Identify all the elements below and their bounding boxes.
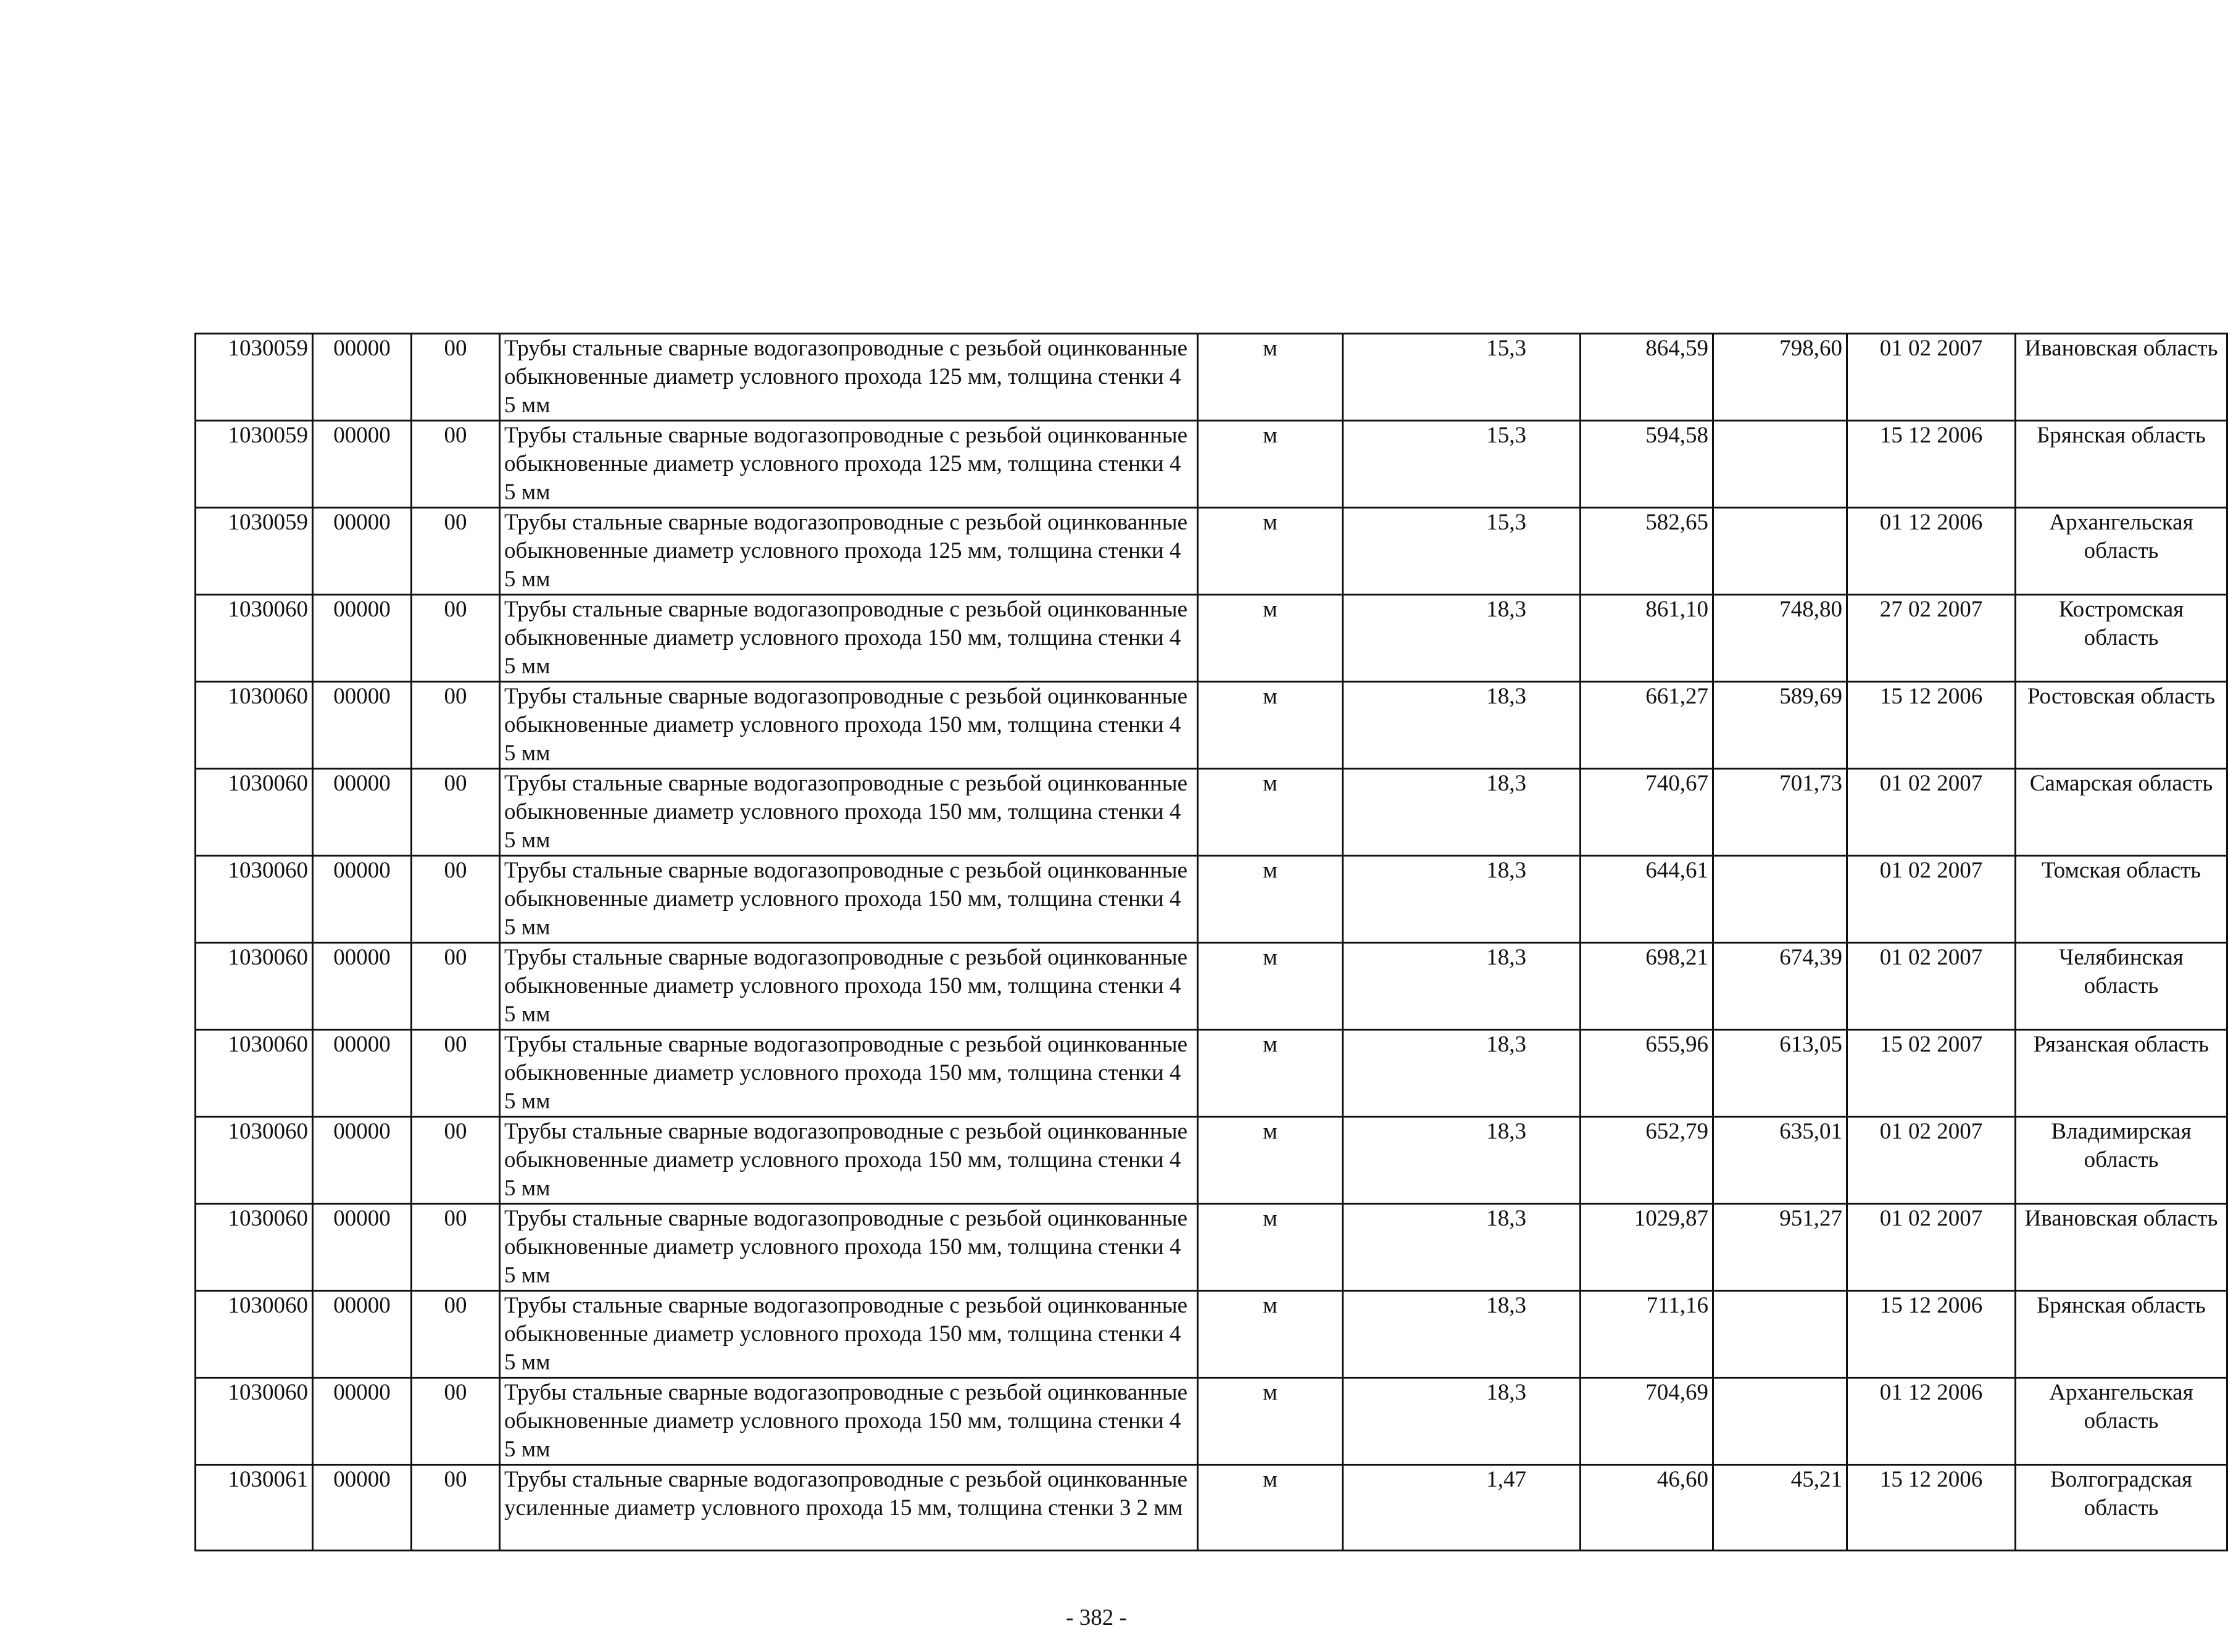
- table-row: [196, 1030, 2227, 1117]
- price-table-body: [196, 334, 2227, 1551]
- item-code-cell: 1030060: [196, 856, 313, 943]
- unit-cell: м: [1198, 1378, 1343, 1465]
- index-cell: 00: [412, 769, 500, 856]
- sub-code-cell: 00000: [313, 1030, 412, 1117]
- unit-cell: м: [1198, 1204, 1343, 1291]
- quantity-cell: 18,3: [1343, 1378, 1581, 1465]
- price-cell: 711,16: [1581, 1291, 1713, 1378]
- price-alt-cell: [1713, 421, 1847, 508]
- table-row: [196, 1204, 2227, 1291]
- sub-code-cell: 00000: [313, 334, 412, 421]
- price-cell: 740,67: [1581, 769, 1713, 856]
- table-row: [196, 943, 2227, 1030]
- price-alt-cell: 635,01: [1713, 1117, 1847, 1204]
- date-cell: 27 02 2007: [1847, 595, 2016, 682]
- table-row: [196, 856, 2227, 943]
- region-cell: Архангельская область: [2016, 1378, 2227, 1465]
- unit-cell: м: [1198, 1030, 1343, 1117]
- item-code-cell: 1030060: [196, 1291, 313, 1378]
- item-code-cell: 1030060: [196, 682, 313, 769]
- region-cell: Челябинская область: [2016, 943, 2227, 1030]
- date-cell: 15 12 2006: [1847, 1291, 2016, 1378]
- item-code-cell: 1030060: [196, 1204, 313, 1291]
- description-cell: Трубы стальные сварные водогазопроводные с резьбой оцинкованные обыкновенные диаметр условного прохода 150 мм, толщина стенки 4 5 мм: [500, 682, 1198, 769]
- unit-cell: м: [1198, 1291, 1343, 1378]
- quantity-cell: 18,3: [1343, 769, 1581, 856]
- region-cell: Рязанская область: [2016, 1030, 2227, 1117]
- description-cell: Трубы стальные сварные водогазопроводные с резьбой оцинкованные обыкновенные диаметр условного прохода 150 мм, толщина стенки 4 5 мм: [500, 1117, 1198, 1204]
- table-row: [196, 769, 2227, 856]
- price-cell: 864,59: [1581, 334, 1713, 421]
- date-cell: 15 02 2007: [1847, 1030, 2016, 1117]
- date-cell: 15 12 2006: [1847, 421, 2016, 508]
- quantity-cell: 15,3: [1343, 334, 1581, 421]
- sub-code-cell: 00000: [313, 1204, 412, 1291]
- quantity-cell: 18,3: [1343, 943, 1581, 1030]
- price-alt-cell: 951,27: [1713, 1204, 1847, 1291]
- item-code-cell: 1030060: [196, 1030, 313, 1117]
- price-cell: 582,65: [1581, 508, 1713, 595]
- price-cell: 861,10: [1581, 595, 1713, 682]
- item-code-cell: 1030060: [196, 1117, 313, 1204]
- item-code-cell: 1030061: [196, 1465, 313, 1551]
- table-row: [196, 1378, 2227, 1465]
- table-row: [196, 595, 2227, 682]
- index-cell: 00: [412, 1030, 500, 1117]
- sub-code-cell: 00000: [313, 1378, 412, 1465]
- price-cell: 661,27: [1581, 682, 1713, 769]
- price-alt-cell: 798,60: [1713, 334, 1847, 421]
- description-cell: Трубы стальные сварные водогазопроводные с резьбой оцинкованные обыкновенные диаметр условного прохода 150 мм, толщина стенки 4 5 мм: [500, 856, 1198, 943]
- description-cell: Трубы стальные сварные водогазопроводные с резьбой оцинкованные обыкновенные диаметр условного прохода 150 мм, толщина стенки 4 5 мм: [500, 1291, 1198, 1378]
- index-cell: 00: [412, 682, 500, 769]
- index-cell: 00: [412, 508, 500, 595]
- price-alt-cell: 748,80: [1713, 595, 1847, 682]
- price-table: [194, 333, 2228, 1551]
- date-cell: 15 12 2006: [1847, 1465, 2016, 1551]
- quantity-cell: 18,3: [1343, 1204, 1581, 1291]
- table-row: [196, 508, 2227, 595]
- unit-cell: м: [1198, 421, 1343, 508]
- table-row: [196, 682, 2227, 769]
- index-cell: 00: [412, 1204, 500, 1291]
- price-cell: 644,61: [1581, 856, 1713, 943]
- quantity-cell: 1,47: [1343, 1465, 1581, 1551]
- index-cell: 00: [412, 1291, 500, 1378]
- quantity-cell: 18,3: [1343, 682, 1581, 769]
- index-cell: 00: [412, 943, 500, 1030]
- description-cell: Трубы стальные сварные водогазопроводные с резьбой оцинкованные обыкновенные диаметр условного прохода 125 мм, толщина стенки 4 5 мм: [500, 334, 1198, 421]
- unit-cell: м: [1198, 508, 1343, 595]
- sub-code-cell: 00000: [313, 1291, 412, 1378]
- price-cell: 655,96: [1581, 1030, 1713, 1117]
- item-code-cell: 1030060: [196, 595, 313, 682]
- region-cell: Самарская область: [2016, 769, 2227, 856]
- sub-code-cell: 00000: [313, 1465, 412, 1551]
- sub-code-cell: 00000: [313, 1117, 412, 1204]
- date-cell: 01 12 2006: [1847, 1378, 2016, 1465]
- unit-cell: м: [1198, 1465, 1343, 1551]
- price-alt-cell: 45,21: [1713, 1465, 1847, 1551]
- date-cell: 01 02 2007: [1847, 943, 2016, 1030]
- sub-code-cell: 00000: [313, 682, 412, 769]
- index-cell: 00: [412, 856, 500, 943]
- date-cell: 01 02 2007: [1847, 1117, 2016, 1204]
- date-cell: 15 12 2006: [1847, 682, 2016, 769]
- description-cell: Трубы стальные сварные водогазопроводные с резьбой оцинкованные обыкновенные диаметр условного прохода 150 мм, толщина стенки 4 5 мм: [500, 1204, 1198, 1291]
- date-cell: 01 02 2007: [1847, 856, 2016, 943]
- price-alt-cell: 674,39: [1713, 943, 1847, 1030]
- region-cell: Архангельская область: [2016, 508, 2227, 595]
- table-row: [196, 1465, 2227, 1551]
- sub-code-cell: 00000: [313, 421, 412, 508]
- sub-code-cell: 00000: [313, 943, 412, 1030]
- quantity-cell: 18,3: [1343, 1291, 1581, 1378]
- index-cell: 00: [412, 421, 500, 508]
- region-cell: Ростовская область: [2016, 682, 2227, 769]
- price-cell: 46,60: [1581, 1465, 1713, 1551]
- quantity-cell: 15,3: [1343, 421, 1581, 508]
- description-cell: Трубы стальные сварные водогазопроводные с резьбой оцинкованные обыкновенные диаметр условного прохода 125 мм, толщина стенки 4 5 мм: [500, 421, 1198, 508]
- price-cell: 1029,87: [1581, 1204, 1713, 1291]
- region-cell: Томская область: [2016, 856, 2227, 943]
- index-cell: 00: [412, 334, 500, 421]
- price-alt-cell: [1713, 1378, 1847, 1465]
- quantity-cell: 18,3: [1343, 1117, 1581, 1204]
- index-cell: 00: [412, 595, 500, 682]
- table-row: [196, 1291, 2227, 1378]
- description-cell: Трубы стальные сварные водогазопроводные с резьбой оцинкованные обыкновенные диаметр условного прохода 150 мм, толщина стенки 4 5 мм: [500, 943, 1198, 1030]
- item-code-cell: 1030060: [196, 1378, 313, 1465]
- sub-code-cell: 00000: [313, 595, 412, 682]
- date-cell: 01 02 2007: [1847, 334, 2016, 421]
- item-code-cell: 1030059: [196, 508, 313, 595]
- index-cell: 00: [412, 1117, 500, 1204]
- item-code-cell: 1030059: [196, 334, 313, 421]
- unit-cell: м: [1198, 682, 1343, 769]
- description-cell: Трубы стальные сварные водогазопроводные с резьбой оцинкованные обыкновенные диаметр условного прохода 150 мм, толщина стенки 4 5 мм: [500, 1030, 1198, 1117]
- region-cell: Костромская область: [2016, 595, 2227, 682]
- description-cell: Трубы стальные сварные водогазопроводные с резьбой оцинкованные обыкновенные диаметр условного прохода 150 мм, толщина стенки 4 5 мм: [500, 595, 1198, 682]
- unit-cell: м: [1198, 1117, 1343, 1204]
- price-alt-cell: 589,69: [1713, 682, 1847, 769]
- table-row: [196, 1117, 2227, 1204]
- date-cell: 01 12 2006: [1847, 508, 2016, 595]
- price-alt-cell: 701,73: [1713, 769, 1847, 856]
- price-alt-cell: [1713, 856, 1847, 943]
- unit-cell: м: [1198, 334, 1343, 421]
- table-row: [196, 334, 2227, 421]
- price-cell: 652,79: [1581, 1117, 1713, 1204]
- item-code-cell: 1030059: [196, 421, 313, 508]
- index-cell: 00: [412, 1378, 500, 1465]
- quantity-cell: 18,3: [1343, 856, 1581, 943]
- price-alt-cell: 613,05: [1713, 1030, 1847, 1117]
- region-cell: Волгоградская область: [2016, 1465, 2227, 1551]
- quantity-cell: 18,3: [1343, 595, 1581, 682]
- region-cell: Брянская область: [2016, 421, 2227, 508]
- region-cell: Ивановская область: [2016, 1204, 2227, 1291]
- unit-cell: м: [1198, 856, 1343, 943]
- price-alt-cell: [1713, 508, 1847, 595]
- sub-code-cell: 00000: [313, 856, 412, 943]
- quantity-cell: 15,3: [1343, 508, 1581, 595]
- table-row: [196, 421, 2227, 508]
- region-cell: Ивановская область: [2016, 334, 2227, 421]
- sub-code-cell: 00000: [313, 769, 412, 856]
- item-code-cell: 1030060: [196, 943, 313, 1030]
- description-cell: Трубы стальные сварные водогазопроводные с резьбой оцинкованные обыкновенные диаметр условного прохода 150 мм, толщина стенки 4 5 мм: [500, 1378, 1198, 1465]
- unit-cell: м: [1198, 943, 1343, 1030]
- price-cell: 698,21: [1581, 943, 1713, 1030]
- description-cell: Трубы стальные сварные водогазопроводные с резьбой оцинкованные усиленные диаметр условного прохода 15 мм, толщина стенки 3 2 мм: [500, 1465, 1198, 1551]
- description-cell: Трубы стальные сварные водогазопроводные с резьбой оцинкованные обыкновенные диаметр условного прохода 125 мм, толщина стенки 4 5 мм: [500, 508, 1198, 595]
- item-code-cell: 1030060: [196, 769, 313, 856]
- price-cell: 704,69: [1581, 1378, 1713, 1465]
- sub-code-cell: 00000: [313, 508, 412, 595]
- price-cell: 594,58: [1581, 421, 1713, 508]
- region-cell: Брянская область: [2016, 1291, 2227, 1378]
- page-number: - 382 -: [1066, 1605, 1127, 1630]
- price-alt-cell: [1713, 1291, 1847, 1378]
- quantity-cell: 18,3: [1343, 1030, 1581, 1117]
- date-cell: 01 02 2007: [1847, 769, 2016, 856]
- index-cell: 00: [412, 1465, 500, 1551]
- unit-cell: м: [1198, 595, 1343, 682]
- date-cell: 01 02 2007: [1847, 1204, 2016, 1291]
- description-cell: Трубы стальные сварные водогазопроводные с резьбой оцинкованные обыкновенные диаметр условного прохода 150 мм, толщина стенки 4 5 мм: [500, 769, 1198, 856]
- unit-cell: м: [1198, 769, 1343, 856]
- region-cell: Владимирская область: [2016, 1117, 2227, 1204]
